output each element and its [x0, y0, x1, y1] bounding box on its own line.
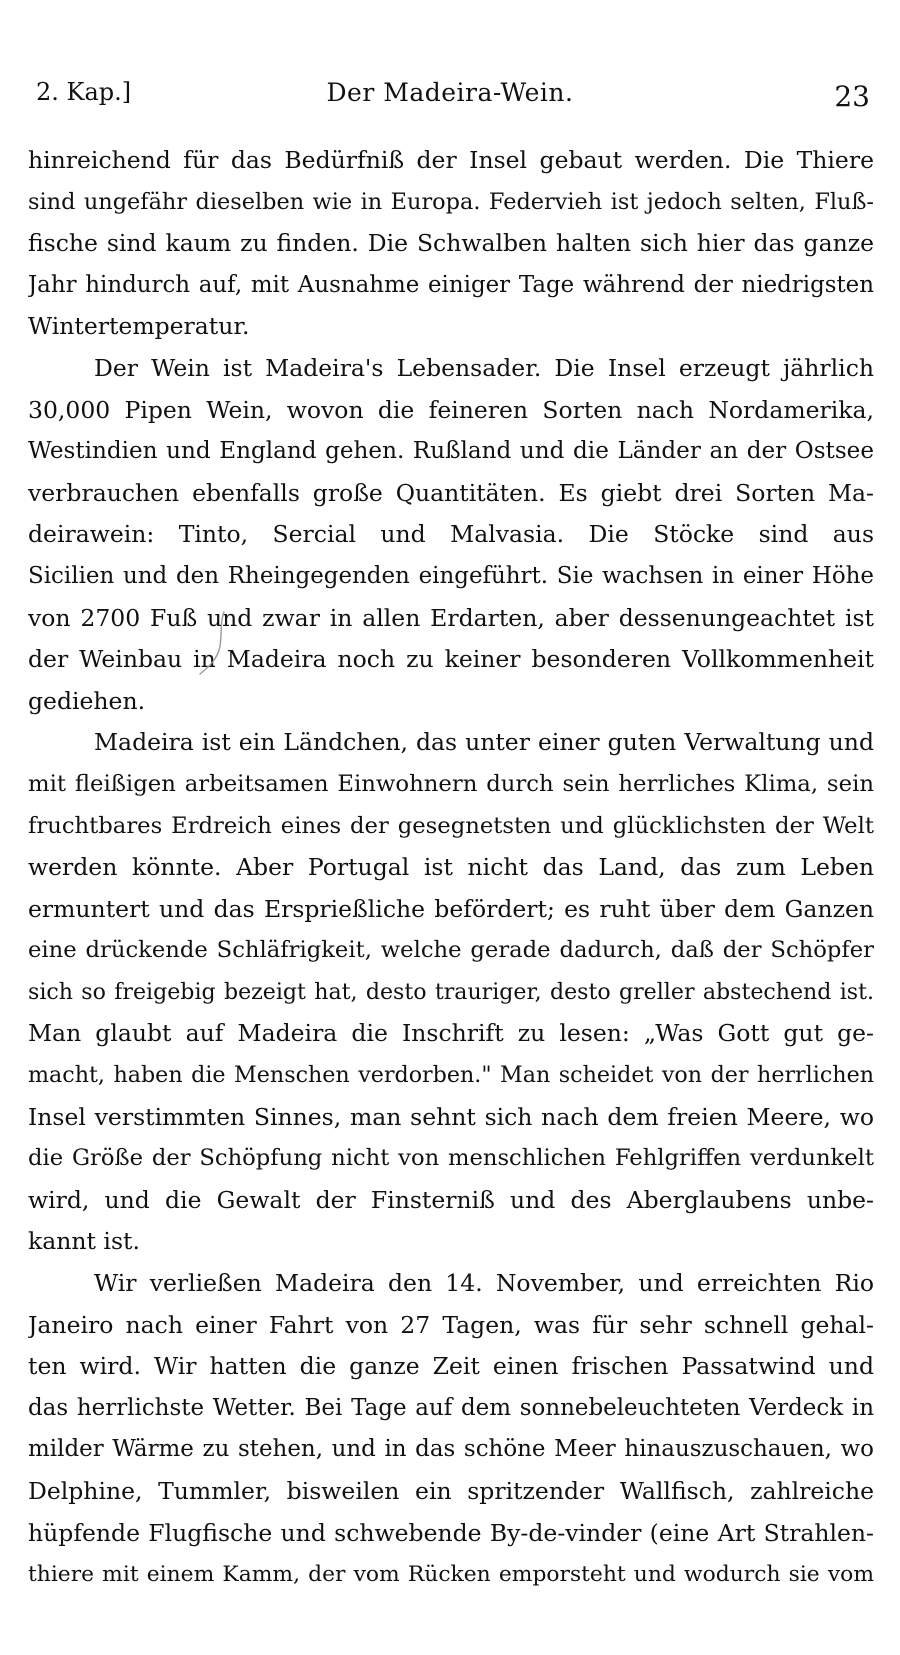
text-line: die Größe der Schöpfung nicht von menschlichen Fehlgriffen verdunkelt	[28, 1145, 874, 1172]
text-line: hüpfende Flugfische und schwebende By-de-vinder (eine Art Strahlen-	[28, 1518, 874, 1547]
text-line: Wintertemperatur.	[28, 312, 250, 341]
text-line: deirawein: Tinto, Sercial und Malvasia. Die Stöcke sind aus	[28, 520, 874, 549]
text-line: sind ungefähr dieselben wie in Europa. Federvieh ist jedoch selten, Fluß-	[28, 188, 874, 215]
text-line: verbrauchen ebenfalls große Quantitäten. Es giebt drei Sorten Ma-	[28, 478, 874, 507]
text-line: Janeiro nach einer Fahrt von 27 Tagen, was für sehr schnell gehal-	[28, 1310, 874, 1339]
chapter-label: 2. Kap.]	[36, 78, 132, 106]
text-line: milder Wärme zu stehen, und in das schöne Meer hinauszuschauen, wo	[28, 1436, 874, 1463]
text-line: hinreichend für das Bedürfniß der Insel gebaut werden. Die Thiere	[28, 146, 874, 174]
text-line: Wir verließen Madeira den 14. November, und erreichten Rio	[94, 1269, 874, 1298]
text-line: mit fleißigen arbeitsamen Einwohnern durch sein herrliches Klima, sein	[28, 770, 874, 797]
text-line: Jahr hindurch auf, mit Ausnahme einiger Tage während der niedrigsten	[28, 271, 874, 298]
text-line: Madeira ist ein Ländchen, das unter einer guten Verwaltung und	[94, 728, 874, 757]
text-line: eine drückende Schläfrigkeit, welche gerade dadurch, daß der Schöpfer	[28, 937, 874, 964]
text-line: von 2700 Fuß und zwar in allen Erdarten, aber dessenungeachtet ist	[28, 603, 874, 632]
text-line: gediehen.	[28, 686, 146, 715]
text-line: wird, und die Gewalt der Finsterniß und des Aberglaubens unbe-	[28, 1185, 874, 1214]
pencil-mark-icon	[196, 610, 236, 680]
text-line: fische sind kaum zu finden. Die Schwalben halten sich hier das ganze	[28, 229, 874, 258]
text-line: werden könnte. Aber Portugal ist nicht das Land, das zum Leben	[28, 853, 874, 882]
text-line: Insel verstimmten Sinnes, man sehnt sich nach dem freien Meere, wo	[28, 1102, 874, 1131]
text-line: Delphine, Tummler, bisweilen ein spritzender Wallfisch, zahlreiche	[28, 1477, 874, 1505]
body-text	[28, 140, 874, 1596]
text-line: sich so freigebig bezeigt hat, desto trauriger, desto greller abstechend ist.	[28, 979, 874, 1005]
text-line: fruchtbares Erdreich eines der gesegnetsten und glücklichsten der Welt	[28, 812, 874, 839]
text-line: das herrlichste Wetter. Bei Tage auf dem sonnebeleuchteten Verdeck in	[28, 1394, 874, 1421]
text-line: 30,000 Pipen Wein, wovon die feineren Sorten nach Nordamerika,	[28, 395, 874, 424]
text-line: Der Wein ist Madeira's Lebensader. Die Insel erzeugt jährlich	[94, 353, 874, 382]
text-line: kannt ist.	[28, 1227, 140, 1256]
text-line: Sicilien und den Rheingegenden eingeführt. Sie wachsen in einer Höhe	[28, 562, 874, 589]
text-line: ermuntert und das Ersprießliche befördert; es ruht über dem Ganzen	[28, 894, 874, 923]
text-line: Westindien und England gehen. Rußland und die Länder an der Ostsee	[28, 438, 874, 465]
text-line: thiere mit einem Kamm, der vom Rücken emporsteht und wodurch sie vom	[28, 1562, 874, 1588]
running-head	[30, 78, 870, 118]
text-line: ten wird. Wir hatten die ganze Zeit einen frischen Passatwind und	[28, 1352, 874, 1381]
text-line: macht, haben die Menschen verdorben." Man scheidet von der herrlichen	[28, 1062, 874, 1089]
text-line: der Weinbau in Madeira noch zu keiner besonderen Vollkommenheit	[28, 645, 874, 674]
page-number: 23	[834, 80, 870, 113]
text-line: Man glaubt auf Madeira die Inschrift zu lesen: „Was Gott gut ge-	[28, 1019, 874, 1048]
page-title: Der Madeira-Wein.	[326, 78, 574, 107]
